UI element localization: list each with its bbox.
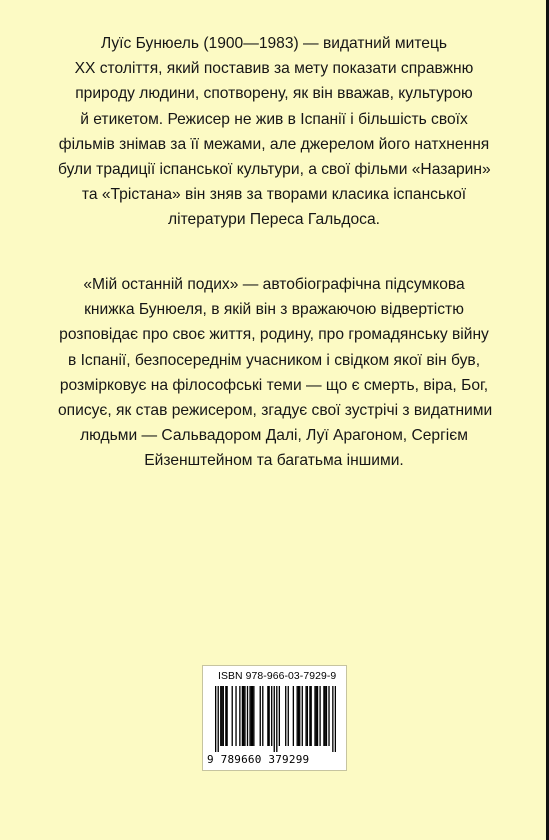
- barcode-bar: [221, 686, 222, 746]
- barcode-bar: [325, 686, 326, 746]
- barcode-bar: [268, 686, 269, 746]
- text-line: розмірковує на філософські теми — що є смерть, віра, Бог,: [59, 376, 489, 394]
- barcode-bar: [328, 686, 329, 746]
- barcode-bar: [302, 686, 303, 746]
- text-line: «Мій останній подих» — автобіографічна підсумкова: [83, 276, 465, 293]
- author-biography-paragraph: [58, 31, 490, 233]
- barcode-bar: [314, 686, 315, 746]
- text-line: XX століття, який поставив за мету показати справжню: [74, 60, 474, 78]
- barcode-bar: [262, 686, 263, 746]
- barcode-bar: [267, 686, 268, 746]
- barcode-bar: [319, 686, 320, 746]
- barcode-bar: [218, 686, 219, 752]
- barcode-bar: [326, 686, 327, 746]
- barcode-bar: [242, 686, 243, 746]
- barcode-bar: [323, 686, 324, 746]
- barcode-bar: [220, 686, 221, 746]
- barcode-bar: [288, 686, 289, 746]
- text-line: розповідає про своє життя, родину, про громадянську війну: [59, 326, 489, 344]
- barcode-bar: [239, 686, 240, 746]
- text-line: й етикетом. Режисер не жив в Іспанії і більшість своїх: [80, 110, 468, 128]
- text-line: Ейзенштейном та багатьма іншими.: [144, 452, 404, 470]
- text-line: та «Трістана» він зняв за творами класика іспанської: [81, 186, 467, 204]
- barcode-bar: [249, 686, 250, 746]
- barcode-bar: [252, 686, 253, 746]
- barcode-bar: [247, 686, 248, 746]
- barcode-bar: [305, 686, 306, 746]
- barcode-bar: [276, 686, 277, 752]
- barcode-bar: [235, 686, 236, 746]
- barcode-bars: [215, 686, 336, 752]
- barcode-bar: [226, 686, 227, 746]
- barcode-bar: [317, 686, 318, 746]
- book-description-paragraph: [58, 272, 493, 474]
- barcode-bar: [215, 686, 216, 752]
- text-line: книжка Бунюеля, в якій він з вражаючою відвертістю: [84, 301, 464, 319]
- barcode-bar: [223, 686, 224, 746]
- text-line: фільмів знімав за її межами, але джерелом його натхнення: [58, 135, 490, 153]
- barcode-bar: [260, 686, 261, 746]
- barcode-bar: [244, 686, 245, 746]
- text-line: були традиції іспанської культури, а свої фільми «Назарин»: [58, 160, 491, 178]
- barcode-bar: [309, 686, 310, 746]
- barcode-bar: [279, 686, 280, 746]
- barcode-bar: [311, 686, 312, 746]
- text-line: людьми — Сальвадором Далі, Луї Арагоном, Сергієм: [80, 427, 468, 445]
- barcode-bar: [298, 686, 299, 746]
- barcode-bar: [225, 686, 226, 746]
- barcode-bar: [232, 686, 233, 746]
- text-line: природу людини, спотворену, як він вважав, культурою: [75, 85, 473, 103]
- isbn-barcode: [202, 665, 347, 771]
- barcode-bar: [335, 686, 336, 752]
- barcode-bar: [332, 686, 333, 752]
- barcode-bar: [253, 686, 254, 746]
- barcode-bar: [271, 686, 272, 746]
- barcode-bar: [316, 686, 317, 746]
- ean-digits: 9 789660 379299: [207, 753, 310, 766]
- barcode-bar: [307, 686, 308, 746]
- barcode-bar: [297, 686, 298, 746]
- barcode-bar: [251, 686, 252, 746]
- barcode-bar: [299, 686, 300, 746]
- text-line: Луїс Бунюель (1900—1983) — видатний митець: [100, 35, 448, 52]
- text-line: в Іспанії, безпосереднім учасником і свідком якої він був,: [67, 351, 481, 369]
- barcode-bar: [274, 686, 275, 752]
- barcode-bar: [293, 686, 294, 746]
- text-line: описує, як став режисером, згадує свої зустрічі з видатними: [58, 401, 493, 419]
- barcode-bar: [285, 686, 286, 746]
- text-line: літератури Переса Гальдоса.: [168, 211, 380, 229]
- isbn-label: ISBN 978-966-03-7929-9: [218, 671, 337, 682]
- barcode-bar: [243, 686, 244, 746]
